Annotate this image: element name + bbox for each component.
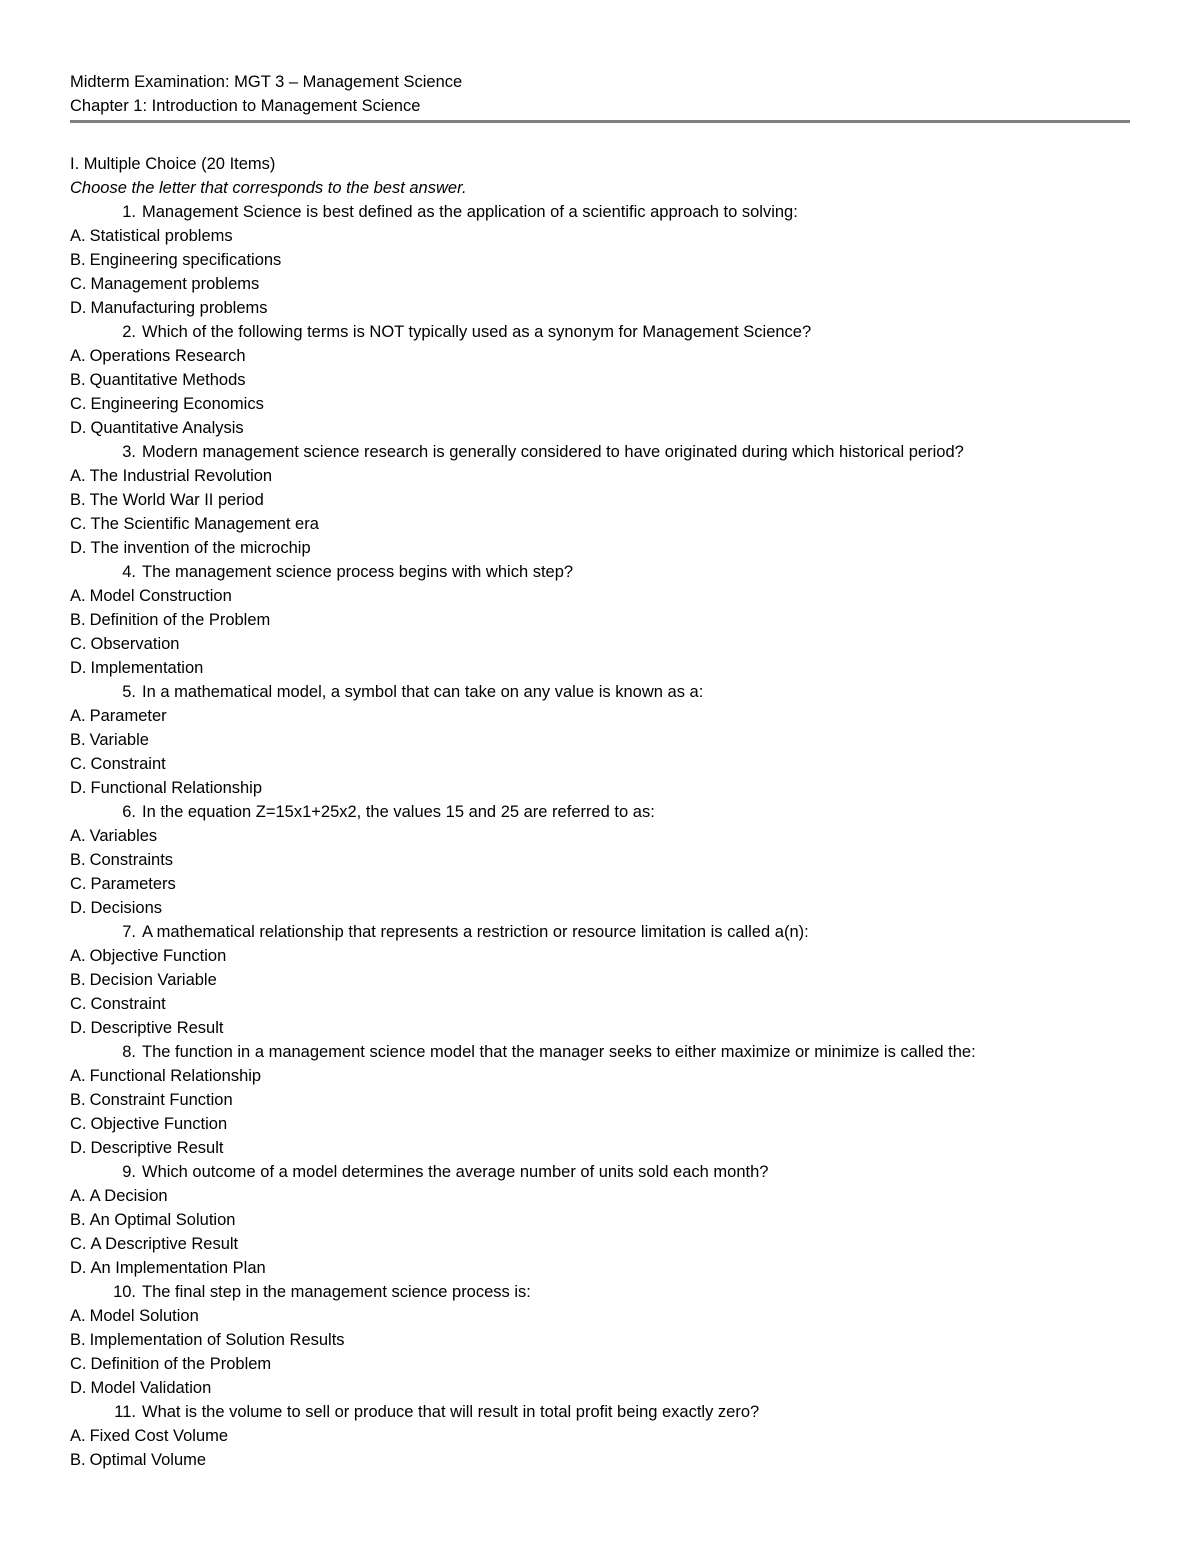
question-text: The management science process begins with which step? [142,563,574,581]
answer-option [70,464,1130,488]
answer-option [70,848,1130,872]
option-text: Variables [89,827,158,845]
question-number: 7. [122,923,136,941]
option-letter: A. [70,227,86,245]
answer-option [70,896,1130,920]
answer-option [70,296,1130,320]
option-letter: D. [70,659,87,677]
option-text: Descriptive Result [90,1139,224,1157]
option-letter: C. [70,1355,87,1373]
option-text: Constraint [90,995,166,1013]
option-text: Model Solution [89,1307,199,1325]
question-item [70,440,1130,464]
option-letter: A. [70,1187,86,1205]
option-letter: D. [70,1139,87,1157]
answer-option [70,1352,1130,1376]
question-text: What is the volume to sell or produce that will result in total profit being exactly zero? [142,1403,760,1421]
option-text: Parameters [90,875,176,893]
answer-option [70,1016,1130,1040]
option-text: Definition of the Problem [89,611,271,629]
answer-option [70,1088,1130,1112]
option-letter: C. [70,1115,87,1133]
option-letter: D. [70,779,87,797]
question-number: 4. [122,563,136,581]
question-text: A mathematical relationship that represents a restriction or resource limitation is called a(n): [142,923,809,941]
question-list [70,200,1130,1472]
answer-option [70,584,1130,608]
question-number: 9. [122,1163,136,1181]
option-letter: B. [70,491,86,509]
option-letter: D. [70,1379,87,1397]
option-text: Constraint [90,755,166,773]
answer-option [70,1304,1130,1328]
option-text: Definition of the Problem [90,1355,272,1373]
question-text: Which outcome of a model determines the average number of units sold each month? [142,1163,769,1181]
option-text: Manufacturing problems [90,299,268,317]
option-text: The Scientific Management era [90,515,319,533]
option-text: The World War II period [89,491,264,509]
question-number: 11. [114,1403,136,1421]
option-letter: B. [70,1331,86,1349]
question-text: In a mathematical model, a symbol that can take on any value is known as a: [142,683,704,701]
answer-option [70,1136,1130,1160]
option-letter: C. [70,755,87,773]
answer-option [70,632,1130,656]
option-letter: D. [70,899,87,917]
option-text: Statistical problems [89,227,233,245]
answer-option [70,992,1130,1016]
question-text: The final step in the management science process is: [142,1283,531,1301]
option-letter: A. [70,1067,86,1085]
answer-option [70,1328,1130,1352]
option-text: Constraint Function [89,1091,233,1109]
document-page [70,70,1130,1472]
answer-option [70,1232,1130,1256]
option-letter: D. [70,419,87,437]
option-letter: B. [70,1091,86,1109]
option-text: Optimal Volume [89,1451,207,1469]
option-letter: B. [70,371,86,389]
question-item [70,1040,1130,1064]
option-text: Fixed Cost Volume [89,1427,229,1445]
answer-option [70,1208,1130,1232]
answer-option [70,872,1130,896]
answer-option [70,392,1130,416]
question-item [70,800,1130,824]
answer-option [70,728,1130,752]
option-letter: D. [70,1259,87,1277]
option-text: Functional Relationship [90,779,263,797]
option-text: A Decision [89,1187,168,1205]
chapter-title: Chapter 1: Introduction to Management Science [70,97,421,115]
option-letter: C. [70,875,87,893]
answer-option [70,1112,1130,1136]
option-letter: B. [70,251,86,269]
option-text: Implementation [90,659,204,677]
answer-option [70,512,1130,536]
answer-option [70,776,1130,800]
question-text: Management Science is best defined as the application of a scientific approach to solving: [142,203,798,221]
option-letter: C. [70,395,87,413]
option-letter: C. [70,275,87,293]
option-letter: B. [70,1451,86,1469]
answer-option [70,656,1130,680]
question-number: 5. [122,683,136,701]
option-text: Model Construction [89,587,232,605]
answer-option [70,272,1130,296]
answer-option [70,968,1130,992]
question-number: 2. [122,323,136,341]
option-letter: D. [70,539,87,557]
question-text: Modern management science research is generally considered to have originated during which historical period? [142,443,964,461]
option-letter: A. [70,707,86,725]
question-item [70,560,1130,584]
option-letter: A. [70,467,86,485]
option-letter: A. [70,947,86,965]
option-text: The invention of the microchip [90,539,311,557]
option-text: Engineering Economics [90,395,264,413]
option-letter: B. [70,731,86,749]
question-number: 8. [122,1043,136,1061]
option-text: Parameter [89,707,167,725]
option-letter: A. [70,587,86,605]
question-item [70,1400,1130,1424]
option-letter: B. [70,851,86,869]
question-text: In the equation Z=15x1+25x2, the values 15 and 25 are referred to as: [142,803,655,821]
question-item [70,200,1130,224]
question-item [70,920,1130,944]
answer-option [70,224,1130,248]
option-text: Operations Research [89,347,246,365]
question-item [70,1280,1130,1304]
option-text: Decisions [90,899,163,917]
option-letter: B. [70,971,86,989]
option-letter: B. [70,611,86,629]
option-text: An Optimal Solution [89,1211,236,1229]
option-text: Decision Variable [89,971,217,989]
option-text: Variable [89,731,149,749]
answer-option [70,704,1130,728]
option-text: Implementation of Solution Results [89,1331,345,1349]
answer-option [70,1448,1130,1472]
option-letter: C. [70,995,87,1013]
question-text: Which of the following terms is NOT typically used as a synonym for Management Science? [142,323,812,341]
option-letter: A. [70,1307,86,1325]
option-text: A Descriptive Result [90,1235,239,1253]
option-letter: C. [70,1235,87,1253]
answer-option [70,416,1130,440]
option-text: An Implementation Plan [90,1259,266,1277]
answer-option [70,536,1130,560]
option-text: Engineering specifications [89,251,282,269]
question-number: 3. [122,443,136,461]
option-text: Objective Function [90,1115,228,1133]
answer-option [70,1256,1130,1280]
answer-option [70,1376,1130,1400]
answer-option [70,488,1130,512]
header-divider [70,120,1130,123]
answer-option [70,1064,1130,1088]
option-text: Descriptive Result [90,1019,224,1037]
option-text: Quantitative Analysis [90,419,244,437]
option-text: Model Validation [90,1379,212,1397]
option-letter: D. [70,299,87,317]
question-number: 10. [113,1283,136,1301]
answer-option [70,1424,1130,1448]
option-text: The Industrial Revolution [89,467,273,485]
section-title: I. Multiple Choice (20 Items) [70,155,276,173]
answer-option [70,752,1130,776]
question-item [70,1160,1130,1184]
answer-option [70,344,1130,368]
option-text: Management problems [90,275,260,293]
answer-option [70,824,1130,848]
answer-option [70,1184,1130,1208]
option-letter: D. [70,1019,87,1037]
question-text: The function in a management science model that the manager seeks to either maximize or minimize is called the: [142,1043,976,1061]
answer-option [70,248,1130,272]
question-item [70,320,1130,344]
question-number: 6. [122,803,136,821]
option-text: Objective Function [89,947,227,965]
option-letter: B. [70,1211,86,1229]
option-letter: C. [70,635,87,653]
option-text: Functional Relationship [89,1067,262,1085]
question-item [70,680,1130,704]
answer-option [70,368,1130,392]
question-number: 1. [122,203,136,221]
answer-option [70,944,1130,968]
section-instructions: Choose the letter that corresponds to the best answer. [70,179,467,197]
answer-option [70,608,1130,632]
option-letter: A. [70,827,86,845]
option-text: Observation [90,635,180,653]
option-text: Quantitative Methods [89,371,246,389]
exam-title: Midterm Examination: MGT 3 – Management Science [70,73,463,91]
option-letter: A. [70,1427,86,1445]
option-text: Constraints [89,851,174,869]
option-letter: C. [70,515,87,533]
option-letter: A. [70,347,86,365]
